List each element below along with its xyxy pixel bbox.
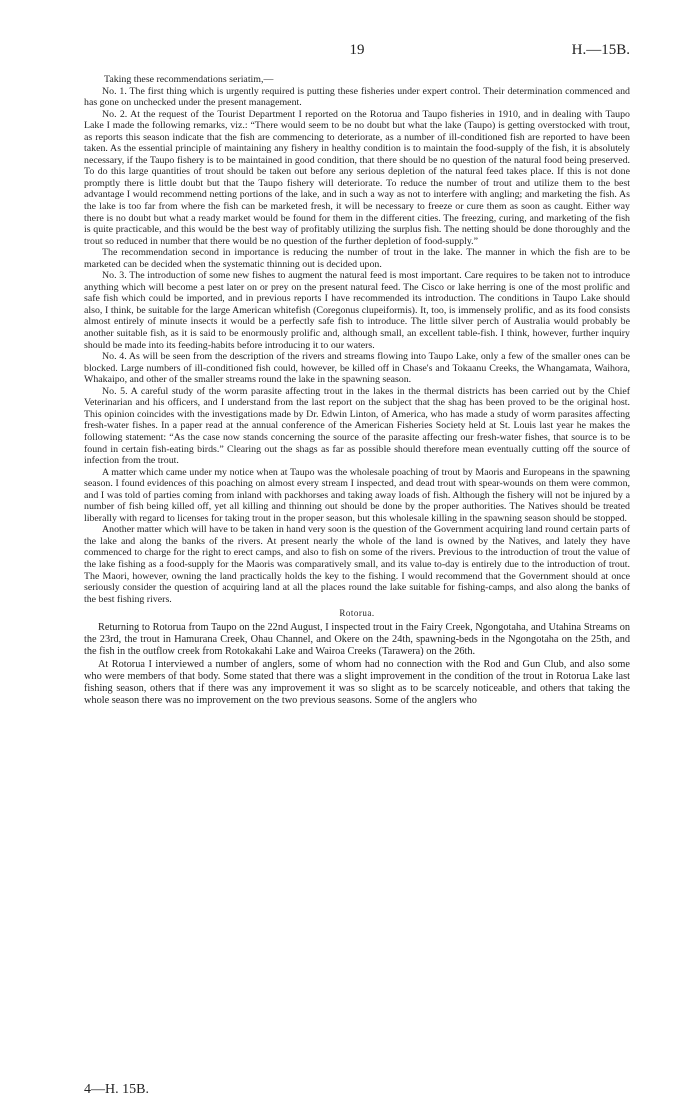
page-number: 19 [349,42,365,58]
body-text [84,74,630,708]
paragraph: No. 5. A careful study of the worm parasite affecting trout in the lakes in the thermal districts has been carried out by the Chief Veterinarian and his officers, and I understand from the last report on the subject that the shag has been proved to be the original host. This opinion coincides with the investigations made by Dr. Edwin Linton, of America, who has made a study of worm parasites affecting fresh-water fishes. In a paper read at the annual conference of the American Fisheries Society held at St. Louis last year he makes the following statement: “As the case now stands concerning the source of the parasite affecting our fresh-water fishes, that source is to be found in certain fish-eating birds.” Clearing out the shags as far as possible should therefore mean eventually cutting off the source of infection from the trout. [84,385,630,467]
page-header [84,40,630,64]
document-reference: H.—15B. [571,42,630,58]
paragraph: No. 1. The first thing which is urgently required is putting these fisheries under expert control. Their determination commenced and has gone on unchecked under the present management. [84,85,630,109]
paragraph: A matter which came under my notice when at Taupo was the wholesale poaching of trout by Maoris and Europeans in the spawning season. I found evidences of this poaching on almost every stream I inspected, and dead trout with spear-wounds on them were common, and I was told of parties coming from inland with packhorses and taking away loads of fish. Although the fishery will not be injured by a number of fish being killed off, yet all killing and thinning out should be done by the proper authorities. The Natives should be treated liberally with regard to licenses for taking trout in the proper season, but this wholesale killing in the spawning season should be stopped. [84,466,630,524]
paragraph: At Rotorua I interviewed a number of anglers, some of whom had no connection with the Rod and Gun Club, and also some who were members of that body. Some stated that there was a slight improvement in the condition of the trout in Rotorua Lake last fishing season, others that if there was any improvement it was so slight as to be scarcely noticeable, and others that taking the whole season there was no improvement on the two previous seasons. Some of the anglers who [84,658,630,707]
paragraph: Taking these recommendations seriatim,— [104,74,274,85]
paragraph: No. 4. As will be seen from the description of the rivers and streams flowing into Taupo Lake, only a few of the smaller ones can be blocked. Large numbers of ill-conditioned fish could, however, be killed off in Chase's and Tokaanu Creeks, the Whangamata, Waihora, Whakaipo, and other of the smaller streams round the lake in the spawning season. [84,351,630,386]
document-page [84,40,630,708]
paragraph: Another matter which will have to be taken in hand very soon is the question of the Government acquiring land round certain parts of the lake and along the banks of the rivers. At present nearly the whole of the land is owned by the Natives, and lately they have commenced to charge for the right to erect camps, and also to fish on some of the rivers. Previous to the introduction of trout the value of the lake fishing as a food-supply for the Maoris was comparatively small, and its value to-day is entirely due to the introduction of trout. The Maori, however, owning the land practically holds the key to the fishing. I would recommend that the Government should at once seriously consider the question of acquiring land at all the places round the lake suitable for fishing-camps, and also along the banks of the best fishing rivers. [84,524,630,605]
signature-mark: 4—H. 15B. [84,1082,149,1097]
paragraph: No. 2. At the request of the Tourist Department I reported on the Rotorua and Taupo fisheries in 1910, and in dealing with Taupo Lake I made the following remarks, viz.: “There would seem to be no doubt but what the lake (Taupo) is getting overstocked with trout, as reports this season indicate that the fish are commencing to deteriorate, as a number of ill-conditioned fish are reported to have been taken. As the essential principle of maintaining any fishery in healthy condition is to maintain the food-supply of the fish, it is absolutely necessary, if the Taupo fishery is to be maintained in good condition, that there should be no question of the natural food being preserved. To do this large quantities of trout should be taken out before any serious depletion of the natural feed takes place. If this is not done promptly there is little doubt but that the Taupo fishery will deteriorate. To reduce the number of trout and utilize them to the best advantage I would recommend netting portions of the lake, and in such a way as not to interfere with angling; and marketing the fish. As the lake is too far from where the fish can be marketed fresh, it will be necessary to freeze or cure them as soon as caught. Either way there is no doubt but what a ready market would be found for them in the different cities. The freezing, curing, and marketing of the fish is quite practicable, and this would be the best way of profitably utilizing the surplus fish. The netting should be done thoroughly and the trout so reduced in number that there would be no question of the further depletion of food-supply.” [84,108,630,247]
paragraph: The recommendation second in importance is reducing the number of trout in the lake. The manner in which the fish are to be marketed can be decided when the systematic thinning out is decided upon. [84,247,630,270]
section-heading: Rotorua. [339,608,375,619]
section-body [84,622,630,708]
paragraph: No. 3. The introduction of some new fishes to augment the natural feed is most important. Care requires to be taken not to introduce anything which will become a pest later on or prey on the present natural feed. The Cisco or lake herring is one of the most prolific and safe fish which could be imported, and in previous reports I have recommended its introduction. The conditions in Taupo Lake should also, I think, be suitable for the large American whitefish (Coregonus clupeiformis). It, too, is immensely prolific, and as its food consists almost entirely of minute insects it would be a perfectly safe fish to introduce. The little silver perch of Australia would probably be another suitable fish, as it is said to be enormously prolific and, although small, an excellent table-fish. I think, however, further inquiry should be made into its feeding-habits before introducing it to our waters. [84,270,630,351]
paragraph: Returning to Rotorua from Taupo on the 22nd August, I inspected trout in the Fairy Creek, Ngongotaha, and Utahina Streams on the 23rd, the trout in Hamurana Creek, Ohau Channel, and Okere on the 24th, spawning-beds in the Ngongotaha on the 25th, and the fish in the outflow creek from Rotokakahi Lake and Wairoa Creeks (Tarawera) on the 26th. [84,621,630,658]
